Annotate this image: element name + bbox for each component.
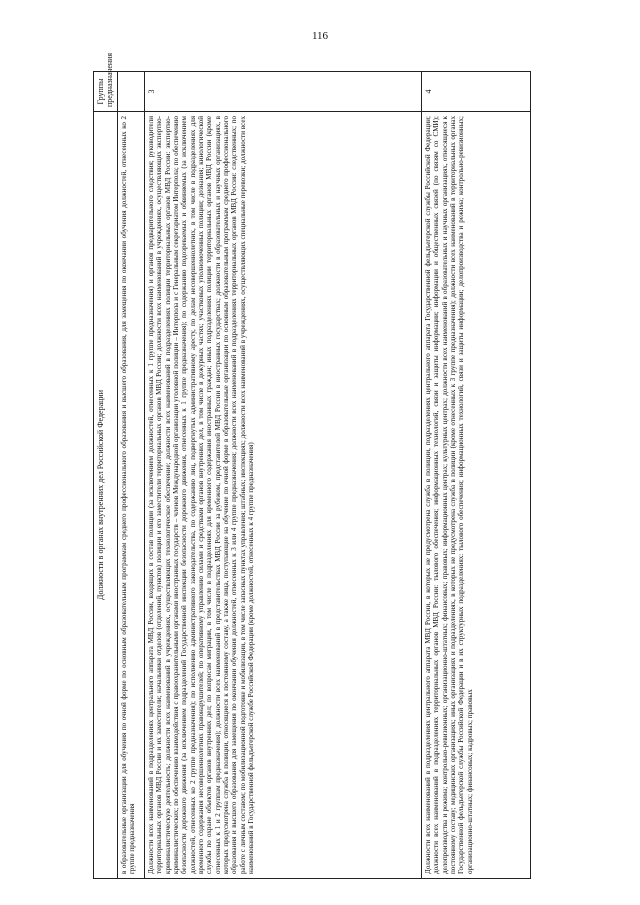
table-header-row <box>94 72 118 879</box>
table-row <box>144 72 421 879</box>
row-group-cell: 3 <box>144 72 421 112</box>
rotated-table-container <box>93 52 527 879</box>
row-group-cell <box>117 72 144 112</box>
positions-table <box>93 52 531 879</box>
header-groups: Группы предназначения <box>94 72 118 112</box>
row-group-cell: 4 <box>421 72 530 112</box>
page-number: 116 <box>311 30 329 42</box>
table-row <box>421 72 530 879</box>
table-row <box>117 72 144 879</box>
row-positions-cell: Должности всех наименований в подразделениях центрального аппарата МВД России, входящих в состав полиции (за исключением должностей, отнесенных к 1 группе предназначения) и органов предварительного следствия; руководители территориальных органов МВД России и их заместители; начальники отделов (отделений, пунктов) полиции и его заместители территориальных органов МВД России; должности всех наименований в учреждениях, осуществляющих экспертно-криминалистическую деятельность; должности всех наименований в учреждениях, осуществляющих технологическое обеспечение; должности всех наименований в подразделениях полиции территориальных органов МВД России: экспертно-криминалистических; по обеспечению взаимодействия с правоохранительными органами иностранных государств – членов Международной организации уголовной полиции – Интерпола и с Генеральным секретариатом Интерпола; по обеспечению безопасности дорожного движения (за исключением подразделений Государственной инспекции безопасности дорожного движения, отнесенных к 1 группе предназначения); по содержанию подозреваемых и обвиняемых (за исключением должностей, отнесенных ко 2 группе предназначения); по исполнению административного законодательства, по содержанию лиц, подвергнутых административному аресту, по делам несовершеннолетних, в том числе в подразделениях для временного содержания несовершеннолетних правонарушителей; по оперативному управлению силами и средствами органов внутренних дел, в том числе в дежурных частях; участковых уполномоченных полиции; дознания; кинологической службы по охране объектов органов внутренних дел; по вопросам миграции, в том числе в подразделениях для временного содержания иностранных граждан; иных подразделениях полиции территориальных органов МВД России (кроме отнесенных к 1 и 2 группам предназначения); должности всех наименований в представительствах МВД России за рубежом, представителей МВД России в иностранных государствах; должности в образовательных и научных организациях, в которых предусмотрена служба в полиции, относящиеся к постоянному составу, а также лица, поступающие на обучение по очной форме в образовательные организации по основным образовательным программам среднего профессионального образования и высшего образования для замещения по окончании обучения должностей, отнесенных к 3 или 4 группе предназначения; должности всех наименований в подразделениях территориальных органов МВД России: следственных; по работе с личным составом; по мобилизационной подготовке и мобилизации, в том числе запасных пунктах управления; штабных; инспекциях; должности всех наименований в учреждениях, осуществляющих специальные перевозки; должности всех наименований в Государственной фельдъегерской службе Российской Федерации (кроме должностей, отнесенных к 4 группе предназначения) <box>144 112 421 879</box>
row-positions-cell: Должности всех наименований в подразделениях центрального аппарата МВД России, в которых не предусмотрена служба в полиции, подразделениях центрального аппарата Государственной фельдъегерской службы Российской Федерации; должности всех наименований в подразделениях территориальных органов МВД России: тылового обеспечения; информационных технологий, связи и защиты информации; информации и общественных связей (по связям со СМИ); делопроизводства и режима; контрольно-ревизионных; организационно-штатных; финансовых; правовых; информационных центрах; культурных центрах; должности всех наименований в образовательных и научных организациях, относящиеся к постоянному составу; медицинских организациях; иных организациях и подразделениях, в которых не предусмотрена служба в полиции (кроме отнесенных к 3 группе предназначения); должности всех наименований в территориальных органах Государственной фельдъегерской службы Российской Федерации и в их структурных подразделениях: тылового обеспечения; информационных технологий, связи и защиты информации; делопроизводства и режима; контрольно-ревизионных; организационно-штатных; финансовых; кадровых; правовых <box>421 112 530 879</box>
header-positions: Должности в органах внутренних дел Российской Федерации <box>94 112 118 879</box>
row-positions-cell: в образовательные организации для обучения по очной форме по основным образовательным программам среднего профессионального образования и высшего образования, для замещения по окончании обучения должностей, отнесенных ко 2 группе предназначения <box>117 112 144 879</box>
